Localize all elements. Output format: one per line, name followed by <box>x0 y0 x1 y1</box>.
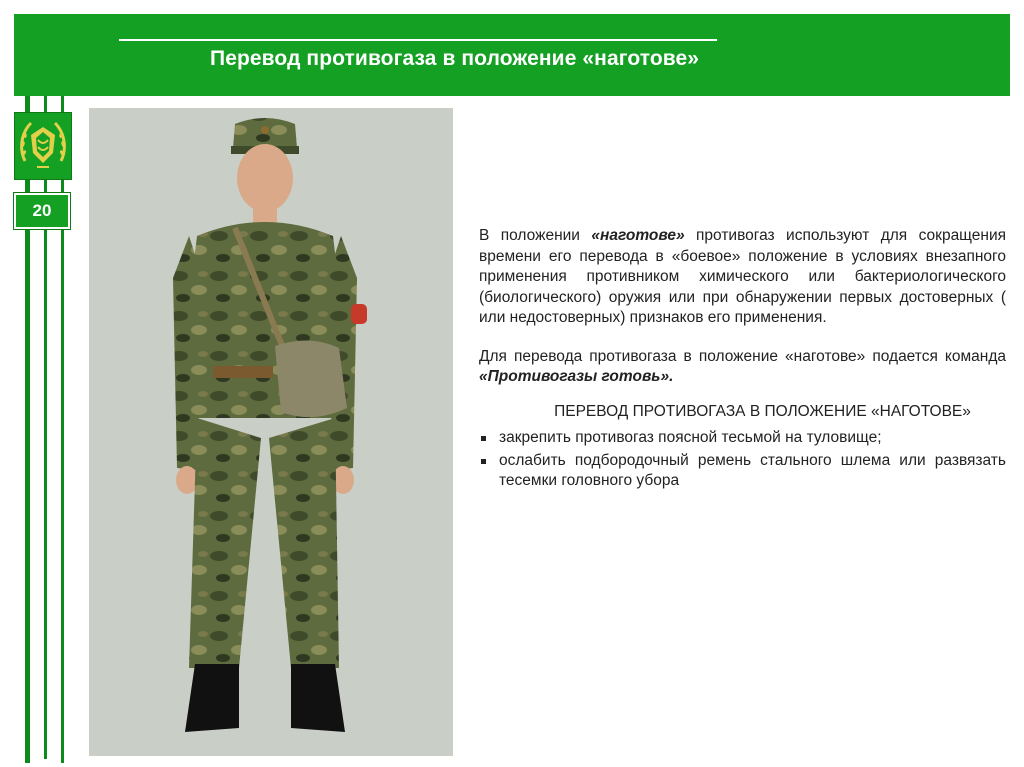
header-line-top <box>119 39 717 41</box>
list-item <box>479 451 1006 492</box>
paragraph-1-emphasis: «наготове» <box>591 227 685 244</box>
bullet-icon <box>481 436 486 441</box>
page-number-badge: 20 <box>14 193 70 229</box>
list-item <box>479 428 1006 449</box>
paragraph-1-text: В положении <box>479 227 592 244</box>
content-block <box>479 226 1006 494</box>
soldier-photo <box>89 108 453 756</box>
title-bar <box>14 14 1010 96</box>
section-heading: ПЕРЕВОД ПРОТИВОГАЗА В ПОЛОЖЕНИЕ «НАГОТОВЕ» <box>554 402 971 420</box>
list-item-text: закрепить противогаз поясной тесьмой на туловище; <box>499 429 882 446</box>
steps-list <box>479 428 1006 492</box>
paragraph-2 <box>479 347 1006 388</box>
paragraph-1 <box>479 226 1006 329</box>
list-item-text: ослабить подбородочный ремень стального шлема или развязать тесемки головного убора <box>499 451 1006 489</box>
page-title: Перевод противогаза в положение «наготове» <box>210 47 700 70</box>
paragraph-1-text-cont: противогаз используют для сокращения времени его перевода в «боевое» положение в условиях внезапного применения противником химического или бактериологического (биологического) оружия или при обнаружении первых достоверных ( или недостоверных) признаков его применения. <box>479 227 1006 326</box>
bullet-icon <box>481 459 486 464</box>
military-emblem-icon <box>14 112 72 180</box>
header-line-bottom <box>336 97 1024 99</box>
paragraph-2-text: Для перевода противогаза в положение «наготове» подается команда <box>479 347 1006 365</box>
command-text: «Противогазы готовь». <box>479 368 674 385</box>
